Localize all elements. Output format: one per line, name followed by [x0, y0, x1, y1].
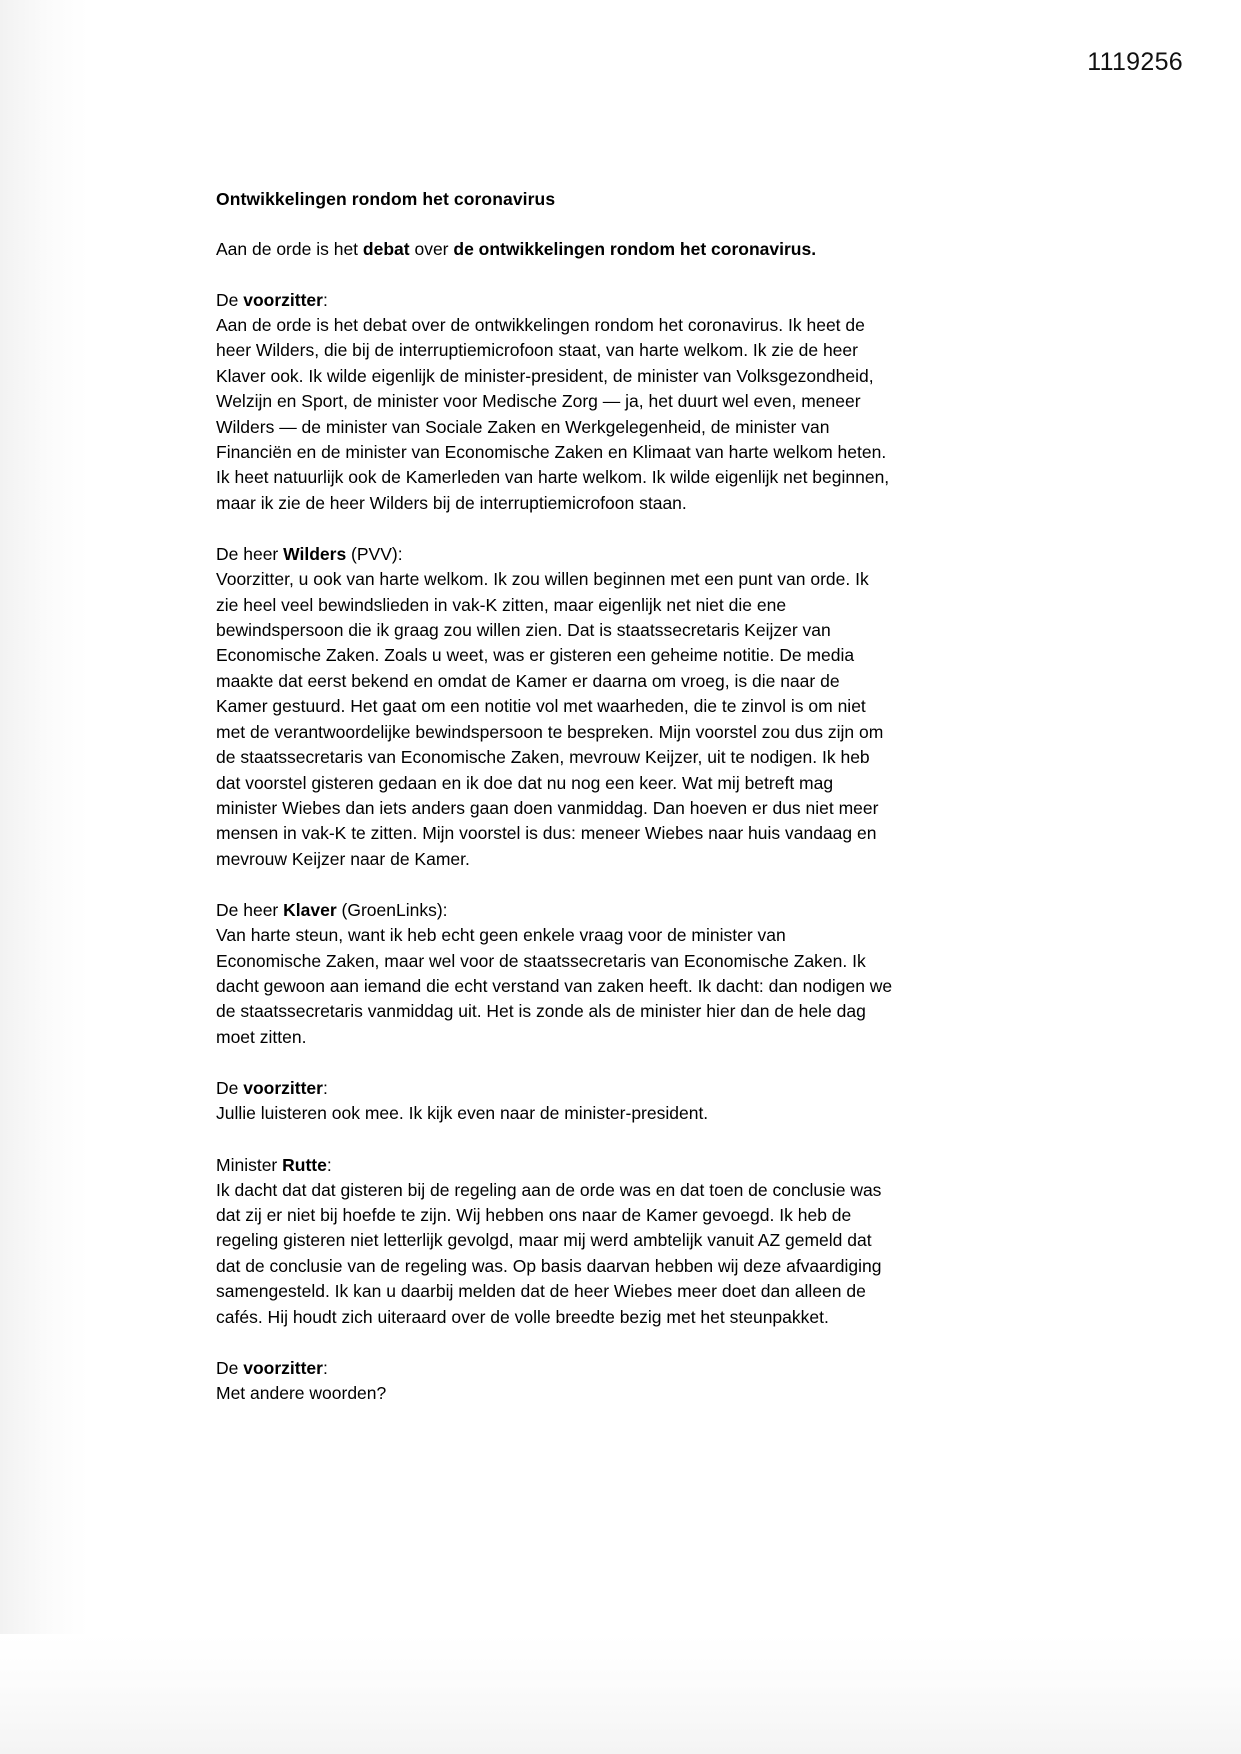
speaker-label: [216, 1153, 894, 1178]
speech-text: Jullie luisteren ook mee. Ik kijk even naar de minister-president.: [216, 1103, 709, 1124]
speaker-name: Klaver: [283, 900, 337, 921]
document-body: [216, 186, 894, 1432]
agenda-line-emphasis-debat: debat: [362, 239, 410, 259]
speaker-name: Wilders: [283, 544, 347, 565]
speaker-name: Rutte: [282, 1154, 327, 1175]
speaker-suffix: :: [322, 1358, 328, 1378]
speech-text: Voorzitter, u ook van harte welkom. Ik zou willen beginnen met een punt van orde. Ik zie heel veel bewindslieden in vak-K zitten, maar eigenlijk net niet die ene bewindspersoon die ik graag zou willen zien. Dat is staatssecretaris Keijzer van Economische Zaken. Zoals u weet, was er gisteren een geheime notitie. De media maakte dat eerst bekend en omdat de Kamer er daarna om vroeg, is die naar de Kamer gestuurd. Het gaat om een notitie vol met waarheden, die te zinvol is om niet met de verantwoordelijke bewindspersoon te bespreken. Mijn voorstel zou dus zijn om de staatssecretaris van Economische Zaken, mevrouw Keijzer, uit te nodigen. Ik heb dat voorstel gisteren gedaan en ik doe dat nu nog een keer. Wat mij betreft mag minister Wiebes dan iets anders gaan doen vanmiddag. Dan hoeven er dus niet meer mensen in vak-K te zitten. Mijn voorstel is dus: meneer Wiebes naar huis vandaag en mevrouw Keijzer naar de Kamer.: [216, 569, 884, 869]
speech-block: [216, 542, 894, 872]
agenda-line-prefix: Aan de orde is het: [216, 239, 363, 259]
speaker-suffix: (PVV):: [346, 544, 403, 565]
scan-edge-left: [0, 0, 88, 1754]
agenda-line-emphasis-topic: de ontwikkelingen rondom het coronavirus.: [453, 239, 817, 259]
speaker-prefix: De: [216, 1078, 244, 1099]
speaker-prefix: De heer: [216, 900, 284, 921]
speaker-suffix: :: [322, 1078, 328, 1099]
speaker-suffix: :: [326, 1154, 332, 1175]
speaker-prefix: De: [216, 290, 244, 310]
speaker-name: voorzitter: [243, 1358, 323, 1378]
speech-block: [216, 898, 894, 1050]
speaker-label: [216, 1356, 894, 1381]
speaker-prefix: De heer: [216, 544, 284, 565]
agenda-line-middle: over: [409, 239, 454, 259]
speech-text: Aan de orde is het debat over de ontwikkelingen rondom het coronavirus. Ik heet de heer Wilders, die bij de interruptiemicrofoon staat, van harte welkom. Ik zie de heer Klaver ook. Ik wilde eigenlijk de minister-president, de minister van Volksgezondheid, Welzijn en Sport, de minister voor Medische Zorg — ja, het duurt wel even, meneer Wilders — de minister van Sociale Zaken en Werkgelegenheid, de minister van Financiën en de minister van Economische Zaken en Klimaat van harte welkom heten. Ik heet natuurlijk ook de Kamerleden van harte welkom. Ik wilde eigenlijk net beginnen, maar ik zie de heer Wilders bij de interruptiemicrofoon staan.: [216, 315, 890, 513]
page-number: 1119256: [1087, 48, 1183, 76]
speech-text: Van harte steun, want ik heb echt geen enkele vraag voor de minister van Economische Zaken, maar wel voor de staatssecretaris van Economische Zaken. Ik dacht gewoon aan iemand die echt verstand van zaken heeft. Ik dacht: dan nodigen we de staatssecretaris vanmiddag uit. Het is zonde als de minister hier dan de hele dag moet zitten.: [216, 925, 893, 1047]
speech-text: Met andere woorden?: [216, 1383, 387, 1403]
speaker-label: [216, 542, 894, 567]
agenda-line: [216, 236, 894, 262]
speaker-suffix: (GroenLinks):: [336, 900, 448, 921]
speech-block: [216, 288, 894, 516]
speaker-name: voorzitter: [243, 290, 323, 310]
speech-block: [216, 1153, 894, 1330]
speaker-name: voorzitter: [243, 1078, 323, 1099]
speaker-prefix: Minister: [216, 1154, 283, 1175]
speaker-prefix: De: [216, 1358, 244, 1378]
scan-edge-bottom: [0, 1634, 1241, 1754]
speech-block: [216, 1076, 894, 1126]
speech-block: [216, 1356, 894, 1406]
speaker-label: [216, 288, 894, 313]
speaker-label: [216, 1076, 894, 1101]
speech-text: Ik dacht dat dat gisteren bij de regeling aan de orde was en dat toen de conclusie was dat zij er niet bij hoefde te zijn. Wij hebben ons naar de Kamer gevoegd. Ik heb de regeling gisteren niet letterlijk gevolgd, maar mij werd ambtelijk vanuit AZ gemeld dat dat de conclusie van de regeling was. Op basis daarvan hebben wij deze afvaardiging samengesteld. Ik kan u daarbij melden dat de heer Wiebes meer doet dan alleen de cafés. Hij houdt zich uiteraard over de volle breedte bezig met het steunpakket.: [216, 1179, 882, 1327]
page-title: Ontwikkelingen rondom het coronavirus: [216, 189, 556, 209]
speaker-suffix: :: [322, 290, 328, 310]
speaker-label: [216, 898, 894, 923]
